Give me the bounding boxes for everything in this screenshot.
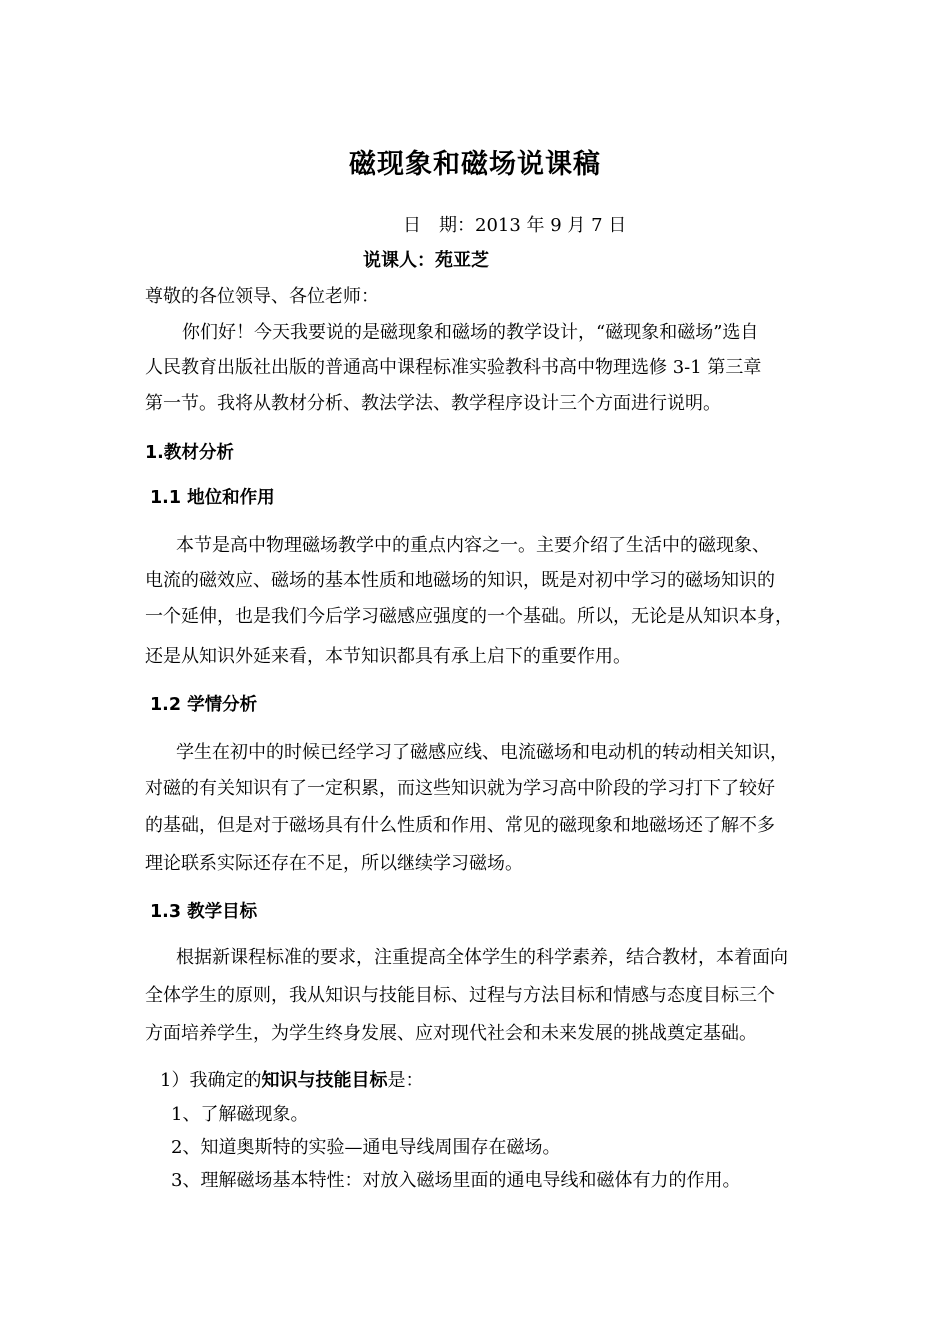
goal-item: 1、了解磁现象。 bbox=[171, 1104, 309, 1125]
paragraph-line: 理论联系实际还存在不足，所以继续学习磁场。 bbox=[145, 853, 523, 874]
paragraph-line: 学生在初中的时候已经学习了磁感应线、电流磁场和电动机的转动相关知识， bbox=[176, 742, 788, 763]
goal-intro-prefix: 1）我确定的 bbox=[160, 1070, 262, 1091]
subsection-heading: 1.2 学情分析 bbox=[150, 695, 258, 715]
goal-item: 3、理解磁场基本特性：对放入磁场里面的通电导线和磁体有力的作用。 bbox=[171, 1170, 741, 1191]
goal-item: 2、知道奥斯特的实验—通电导线周围存在磁场。 bbox=[171, 1137, 561, 1158]
document-title: 磁现象和磁场说课稿 bbox=[349, 149, 601, 180]
paragraph-line: 还是从知识外延来看，本节知识都具有承上启下的重要作用。 bbox=[145, 646, 631, 667]
subsection-heading: 1.3 教学目标 bbox=[150, 902, 258, 922]
paragraph-line: 方面培养学生，为学生终身发展、应对现代社会和未来发展的挑战奠定基础。 bbox=[145, 1023, 757, 1044]
greeting: 尊敬的各位领导、各位老师： bbox=[145, 286, 379, 307]
paragraph-line: 电流的磁效应、磁场的基本性质和地磁场的知识，既是对初中学习的磁场知识的 bbox=[145, 570, 775, 591]
intro-line: 你们好！今天我要说的是磁现象和磁场的教学设计，“磁现象和磁场”选自 bbox=[182, 322, 759, 343]
paragraph-line: 的基础，但是对于磁场具有什么性质和作用、常见的磁现象和地磁场还了解不多 bbox=[145, 815, 775, 836]
paragraph-line: 对磁的有关知识有了一定积累，而这些知识就为学习高中阶段的学习打下了较好 bbox=[145, 778, 775, 799]
paragraph-line: 根据新课程标准的要求，注重提高全体学生的科学素养，结合教材，本着面向 bbox=[176, 947, 788, 968]
paragraph-line: 全体学生的原则，我从知识与技能目标、过程与方法目标和情感与态度目标三个 bbox=[145, 985, 775, 1006]
date-line: 日 期：2013 年 9 月 7 日 bbox=[403, 215, 627, 236]
section-heading: 1.教材分析 bbox=[145, 443, 234, 463]
paragraph-line: 本节是高中物理磁场教学中的重点内容之一。主要介绍了生活中的磁现象、 bbox=[176, 535, 770, 556]
speaker-line: 说课人：苑亚芝 bbox=[363, 250, 489, 271]
intro-line: 人民教育出版社出版的普通高中课程标准实验教科书高中物理选修 3-1 第三章 bbox=[145, 357, 762, 378]
intro-line: 第一节。我将从教材分析、教法学法、教学程序设计三个方面进行说明。 bbox=[145, 393, 721, 414]
goal-intro bbox=[160, 1068, 840, 1094]
paragraph-line: 一个延伸，也是我们今后学习磁感应强度的一个基础。所以，无论是从知识本身， bbox=[145, 606, 793, 627]
subsection-heading: 1.1 地位和作用 bbox=[150, 488, 275, 508]
goal-intro-bold: 知识与技能目标 bbox=[261, 1070, 388, 1091]
goal-intro-suffix: 是： bbox=[387, 1070, 424, 1091]
